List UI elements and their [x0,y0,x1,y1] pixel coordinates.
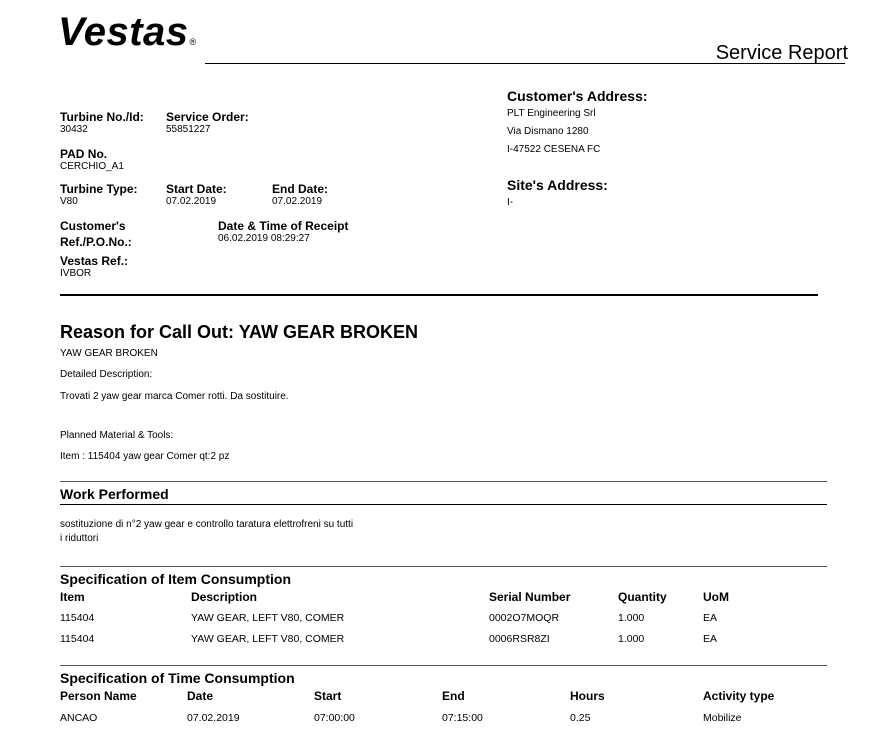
pad-no-label: PAD No. [60,147,108,161]
end-col-header: End [442,689,465,703]
planned-material-text: Item : 115404 yaw gear Comer qt:2 pz [60,451,230,462]
turbine-type-value: V80 [60,196,78,207]
quantity-col-header: Quantity [618,590,667,604]
work-performed-title: Work Performed [60,486,169,502]
receipt-label: Date & Time of Receipt [218,219,349,233]
quantity-cell: 1.000 [618,612,645,624]
end-date-label: End Date: [272,182,329,196]
description-cell: YAW GEAR, LEFT V80, COMER [191,612,345,624]
turbine-type-label: Turbine Type: [60,182,138,196]
reason-title: Reason for Call Out: YAW GEAR BROKEN [60,322,419,342]
detailed-description-label: Detailed Description: [60,369,153,380]
item-divider [60,566,827,567]
item-consumption-title: Specification of Item Consumption [60,571,292,587]
person-cell: ANCAO [60,712,98,724]
activity-cell: Mobilize [703,712,742,724]
description-col-header: Description [191,590,258,604]
report-title: Service Report [715,42,848,64]
work-text-line2: i riduttori [60,533,99,544]
item-cell: 115404 [60,612,95,624]
hours-cell: 0.25 [570,712,591,724]
person-col-header: Person Name [60,689,137,703]
customer-ref-label-2: Ref./P.O.No.: [60,235,132,249]
hours-col-header: Hours [570,689,605,703]
customer-address-label: Customer's Address: [507,88,648,104]
date-cell: 07.02.2019 [187,712,240,724]
info-divider [60,294,818,296]
serial-cell: 0006RSR8ZI [489,633,550,645]
date-col-header: Date [187,689,214,703]
vestas-ref-value: IVBOR [60,268,92,279]
detailed-description-text: Trovati 2 yaw gear marca Comer rotti. Da sostituire. [60,391,289,402]
end-date-value: 07.02.2019 [272,196,323,207]
logo-text: Vestas [58,10,189,54]
vestas-ref-label: Vestas Ref.: [60,254,129,268]
receipt-value: 06.02.2019 08:29:27 [218,233,310,244]
vestas-logo [58,10,197,55]
quantity-cell: 1.000 [618,633,645,645]
uom-cell: EA [703,633,718,645]
customer-address-line1: PLT Engineering Srl [507,108,596,119]
customer-address-line2: Via Dismano 1280 [507,126,589,137]
description-cell: YAW GEAR, LEFT V80, COMER [191,633,345,645]
item-cell: 115404 [60,633,95,645]
serial-cell: 0002O7MOQR [489,612,560,624]
work-divider [60,481,827,482]
start-cell: 07:00:00 [314,712,355,724]
planned-material-label: Planned Material & Tools: [60,430,174,441]
reason-subtitle: YAW GEAR BROKEN [60,348,158,359]
item-col-header: Item [60,590,85,604]
start-date-label: Start Date: [166,182,227,196]
site-address-line1: I- [507,197,514,208]
start-date-value: 07.02.2019 [166,196,217,207]
customer-ref-label-1: Customer's [60,219,126,233]
service-order-label: Service Order: [166,110,249,124]
work-text-line1: sostituzione di n°2 yaw gear e controllo taratura elettrofreni su tutti [60,519,354,530]
activity-col-header: Activity type [703,689,775,703]
service-order-value: 55851227 [166,124,211,135]
time-divider [60,665,827,666]
time-consumption-title: Specification of Time Consumption [60,670,295,686]
work-title-underline [60,504,827,505]
serial-col-header: Serial Number [489,590,571,604]
pad-no-value: CERCHIO_A1 [60,161,124,172]
uom-cell: EA [703,612,718,624]
uom-col-header: UoM [703,590,729,604]
turbine-no-value: 30432 [60,124,88,135]
start-col-header: Start [314,689,342,703]
turbine-no-label: Turbine No./Id: [60,110,144,124]
end-cell: 07:15:00 [442,712,483,724]
site-address-label: Site's Address: [507,177,608,193]
registered-mark: ® [189,37,197,47]
customer-address-line3: I-47522 CESENA FC [507,144,601,155]
